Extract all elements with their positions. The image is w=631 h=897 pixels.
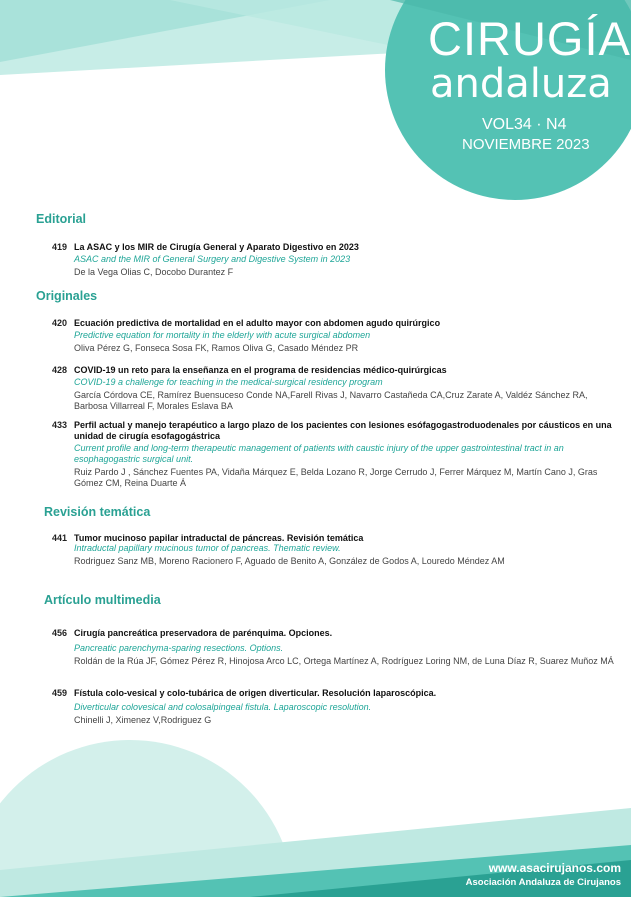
- journal-subtitle: andaluza: [430, 61, 612, 107]
- article-authors: De la Vega Olias C, Docobo Durantez F: [74, 267, 234, 277]
- article-title: Fístula colo-vesical y colo-tubárica de origen diverticular. Resolución laparoscópica.: [74, 688, 437, 698]
- article-title: Perfil actual y manejo terapéutico a largo plazo de los pacientes con lesiones esófagogastroduodenales por cáusticos en una unidad de cirugía esofagogástrica: [74, 420, 612, 441]
- journal-date: NOVIEMBRE 2023: [462, 136, 590, 153]
- toc-entry[interactable]: [45, 533, 615, 567]
- article-authors: Roldán de la Rúa JF, Gómez Pérez R, Hinojosa Arco LC, Ortega Martínez A, Rodríguez Loring NM, de Luna Díaz R, Suarez Muñoz MÁ: [74, 656, 614, 666]
- article-title: Ecuación predictiva de mortalidad en el adulto mayor con abdomen agudo quirúrgico: [74, 318, 441, 328]
- page-number: 419: [51, 242, 67, 252]
- toc-entry[interactable]: [45, 688, 615, 726]
- article-title: COVID-19 un reto para la enseñanza en el programa de residencias médico-quirúrgicas: [74, 365, 447, 375]
- footer-organization: Asociación Andaluza de Cirujanos: [465, 877, 621, 888]
- article-english-title: Current profile and long-term therapeutic management of patients with caustic injury of the upper gastrointestinal tract in an esophagogastric surgical unit.: [74, 443, 564, 464]
- article-authors: Rodriguez Sanz MB, Moreno Racionero F, Aguado de Benito A, González de Godos A, Louredo Méndez AM: [74, 556, 505, 566]
- article-english-title: COVID-19 a challenge for teaching in the medical-surgical residency program: [74, 377, 383, 387]
- section-heading-revision-tematica: Revisión temática: [44, 505, 151, 519]
- journal-title: CIRUGÍA: [428, 12, 631, 65]
- toc-entry[interactable]: [45, 628, 615, 667]
- article-authors: Ruiz Pardo J , Sánchez Fuentes PA, Vidaña Márquez E, Belda Lozano R, Jorge Cerrudo J, Ferrer Márquez M, Martín Cano J, Gras Gómez CM, Reina Duarte Á: [74, 467, 598, 488]
- article-title: Cirugía pancreática preservadora de parénquima. Opciones.: [74, 628, 333, 638]
- article-english-title: Diverticular colovesical and colosalpingeal fistula. Laparoscopic resolution.: [74, 702, 372, 712]
- journal-volume: VOL34 · N4: [482, 116, 567, 133]
- section-heading-articulo-multimedia: Artículo multimedia: [44, 593, 161, 607]
- page-number: 420: [51, 318, 67, 328]
- article-english-title: Intraductal papillary mucinous tumor of pancreas. Thematic review.: [74, 543, 341, 553]
- page-number: 459: [51, 688, 67, 698]
- article-authors: Oliva Pérez G, Fonseca Sosa FK, Ramos Oliva G, Casado Méndez PR: [74, 343, 359, 353]
- page-number: 433: [51, 420, 67, 430]
- toc-entry[interactable]: [45, 242, 615, 278]
- article-english-title: Pancreatic parenchyma-sparing resections. Options.: [74, 643, 284, 653]
- toc-entry[interactable]: [45, 318, 615, 354]
- section-heading-originales: Originales: [36, 289, 98, 303]
- article-authors: Chinelli J, Ximenez V,Rodriguez G: [74, 715, 212, 725]
- article-authors: García Córdova CE, Ramírez Buensuceso Conde NA,Farell Rivas J, Navarro Castañeda CA,Cruz Zarate A, Valdéz Sánchez RA, Barbosa Villarreal F, Morales Eslava BA: [74, 390, 588, 411]
- article-english-title: Predictive equation for mortality in the elderly with acute surgical abdomen: [74, 330, 371, 340]
- article-english-title: ASAC and the MIR of General Surgery and Digestive System in 2023: [74, 254, 351, 264]
- page-number: 428: [51, 365, 67, 375]
- section-heading-editorial: Editorial: [36, 212, 87, 226]
- page-number: 456: [51, 628, 67, 638]
- article-title: Tumor mucinoso papilar intraductal de páncreas. Revisión temática: [74, 533, 364, 543]
- toc-entry[interactable]: [45, 420, 615, 489]
- article-title: La ASAC y los MIR de Cirugía General y Aparato Digestivo en 2023: [74, 242, 359, 252]
- toc-entry[interactable]: [45, 365, 615, 412]
- footer-url-link[interactable]: www.asacirujanos.com: [488, 861, 621, 875]
- page-number: 441: [51, 533, 67, 543]
